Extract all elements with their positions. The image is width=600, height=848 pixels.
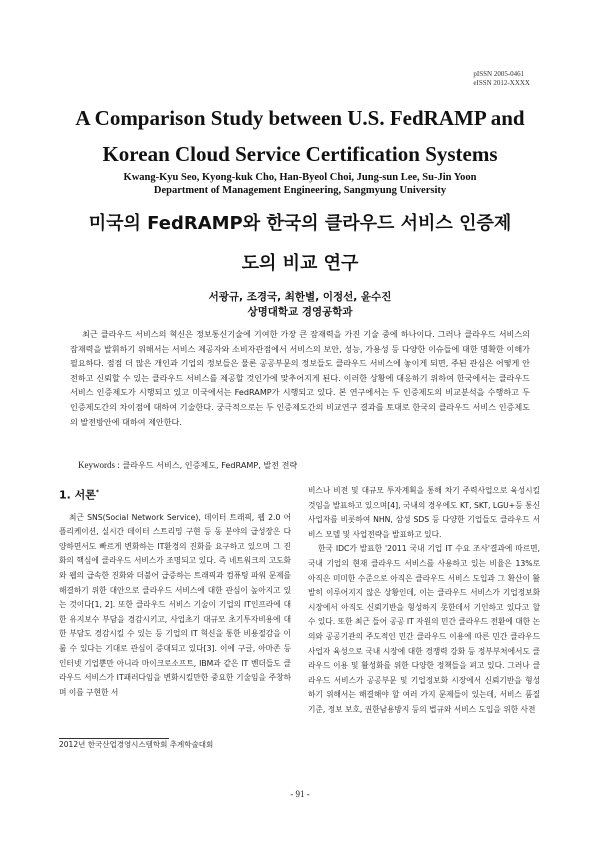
english-authors-block — [0, 171, 600, 197]
pissn: pISSN 2005-0461 — [473, 70, 525, 78]
footnote-mark: * — [95, 489, 100, 496]
eissn: eISSN 2012-XXXX — [473, 79, 530, 87]
english-author-names: Kwang-Kyu Seo, Kyong-kuk Cho, Han-Byeol Choi, Jung-sun Lee, Su-Jin Yoon — [123, 172, 477, 183]
issn-block — [473, 70, 530, 88]
english-affiliation: Department of Management Engineering, Sangmyung University — [153, 185, 447, 196]
english-title-line2: Korean Cloud Service Certification Systems — [102, 142, 498, 166]
intro-paragraph-1: 최근 SNS(Social Network Service), 데이터 트래픽, 웹 2.0 어플리케이션, 실시간 데이터 스트리밍 구현 등 동 분야의 급성장은 다양하면서도 빠르게 변화하는 IT환경의 진화를 요구하고 있으며 그 진화의 핵심에 클라우드 서비스가 조명되고 있다. 즉 네트워크의 고도화와 웹의 급속한 진화와 더불어 급증하는 트래픽과 컴퓨팅 파워 문제를 해결하기 위한 대안으로 클라우드 서비스에 대한 관심이 높아지고 있는 것이다[1, 2]. 또한 클라우드 서비스 기술이 기업의 IT인프라에 대한 유지보수 부담을 경감시키고, 사업초기 대규모 초기투자비용에 대한 부담도 경감시킬 수 있는 등 기업의 IT 혁신을 통한 비용절감을 이룰 수 있다는 기대로 관심이 증대되고 있다[3]. 이에 구글, 아마존 등 인터넷 기업뿐만 아니라 마이크로소프트, IBM과 같은 IT 벤더들도 클라우드 서비스가 IT패러다임을 변화시킬만한 중요한 기술임을 주창하며 이를 구현한 서 — [59, 512, 291, 697]
keywords-text: 클라우드 서비스, 인증제도, FedRAMP, 발전 전략 — [122, 460, 298, 470]
section-heading — [59, 484, 291, 505]
page-number: - 91 - — [290, 789, 310, 799]
english-title — [0, 100, 600, 172]
korean-title-line2: 도의 비교 연구 — [241, 253, 359, 274]
korean-title-line1: 미국의 FedRAMP와 한국의 클라우드 서비스 인증제 — [88, 213, 512, 234]
footnote-divider — [59, 738, 169, 739]
english-title-line1: A Comparison Study between U.S. FedRAMP and — [75, 106, 525, 130]
intro-paragraph-2: 한국 IDC가 발표한 '2011 국내 기업 IT 수요 조사'결과에 따르면, 국내 기업의 현재 클라우드 서비스를 사용하고 있는 비율은 13%로 아직은 미미한 수준으로 아직은 클라우드 서비스 도입과 그 확산이 활발히 이루어지지 않은 상황인데, 이는 클라우드 서비스가 기업정보화 시장에서 아직도 신뢰기반을 형성하지 못한데서 기인하고 있다고 할 수 있다. 또한 최근 들어 공공 IT 자원의 민간 클라우드 전환에 대한 논의와 공공기관의 주도적인 민간 클라우드 이용에 따른 민간 클라우드 사업자 육성으로 국내 시장에 대한 경쟁력 강화 등 정부부처에서도 클라우드 이용 및 활성화를 위한 다양한 정책들을 펴고 있다. 그러나 클라우드 서비스가 공공부문 및 기업정보화 시장에서 신뢰기반을 형성하기 위해서는 해결해야 할 여러 가지 문제들이 있는데, 서비스 품질기준, 정보 보호, 권한남용방지 등의 법규와 서비스 도입을 위한 사전 — [308, 544, 540, 714]
keywords-line — [78, 459, 528, 471]
korean-title — [0, 205, 600, 283]
keywords-label: Keywords : — [78, 460, 120, 470]
left-column — [59, 484, 291, 700]
korean-authors-block — [0, 290, 600, 320]
section-heading-text: 1. 서론 — [59, 488, 96, 502]
abstract: 최근 클라우드 서비스의 혁신은 정보통신기술에 기여한 가장 큰 잠재력을 가진 기술 중에 하나이다. 그러나 클라우드 서비스의 잠재력을 발휘하기 위해서는 서비스 제공자와 소비자관점에서 서비스의 보안, 성능, 가용성 등 다양한 이슈들에 대한 명확한 이해가 필요하다. 점점 더 많은 개인과 기업의 정보들은 물론 공공부문의 정보들도 클라우드 서비스에 놓이게 되면, 주된 관심은 어떻게 안전하고 신뢰할 수 있는 클라우드 서비스를 제공할 것인가에 맞추어지게 된다. 이러한 상황에 대응하기 위하여 한국에서는 클라우드 서비스 인증제도가 시행되고 있고 미국에서는 FedRAMP가 시행되고 있다. 본 연구에서는 두 인증제도의 비교분석을 수행하고 두 인증제도간의 차이점에 대하여 기술한다. 궁극적으로는 두 인증제도간의 비교연구 결과를 토대로 한국의 클라우드 서비스 인증제도의 발전방안에 대하여 제안한다. — [70, 329, 530, 427]
korean-affiliation: 상명대학교 경영공학과 — [247, 306, 353, 318]
korean-author-names: 서광규, 조경국, 최한별, 이정선, 윤수진 — [208, 291, 392, 303]
footnote: 2012년 한국산업경영시스템학회 추계학술대회 — [59, 740, 214, 749]
intro-paragraph-continued: 비스나 비전 및 대규모 투자계획을 통해 차기 주력사업으로 육성시킬 것임을 발표하고 있으며[4], 국내의 경우에도 KT, SKT, LGU+등 통신사업자를 비롯하여 NHN, 삼성 SDS 등 다양한 기업들도 클라우드 서비스 모델 및 사업전략을 발표하고 있다. — [308, 486, 540, 539]
right-column — [308, 484, 540, 718]
